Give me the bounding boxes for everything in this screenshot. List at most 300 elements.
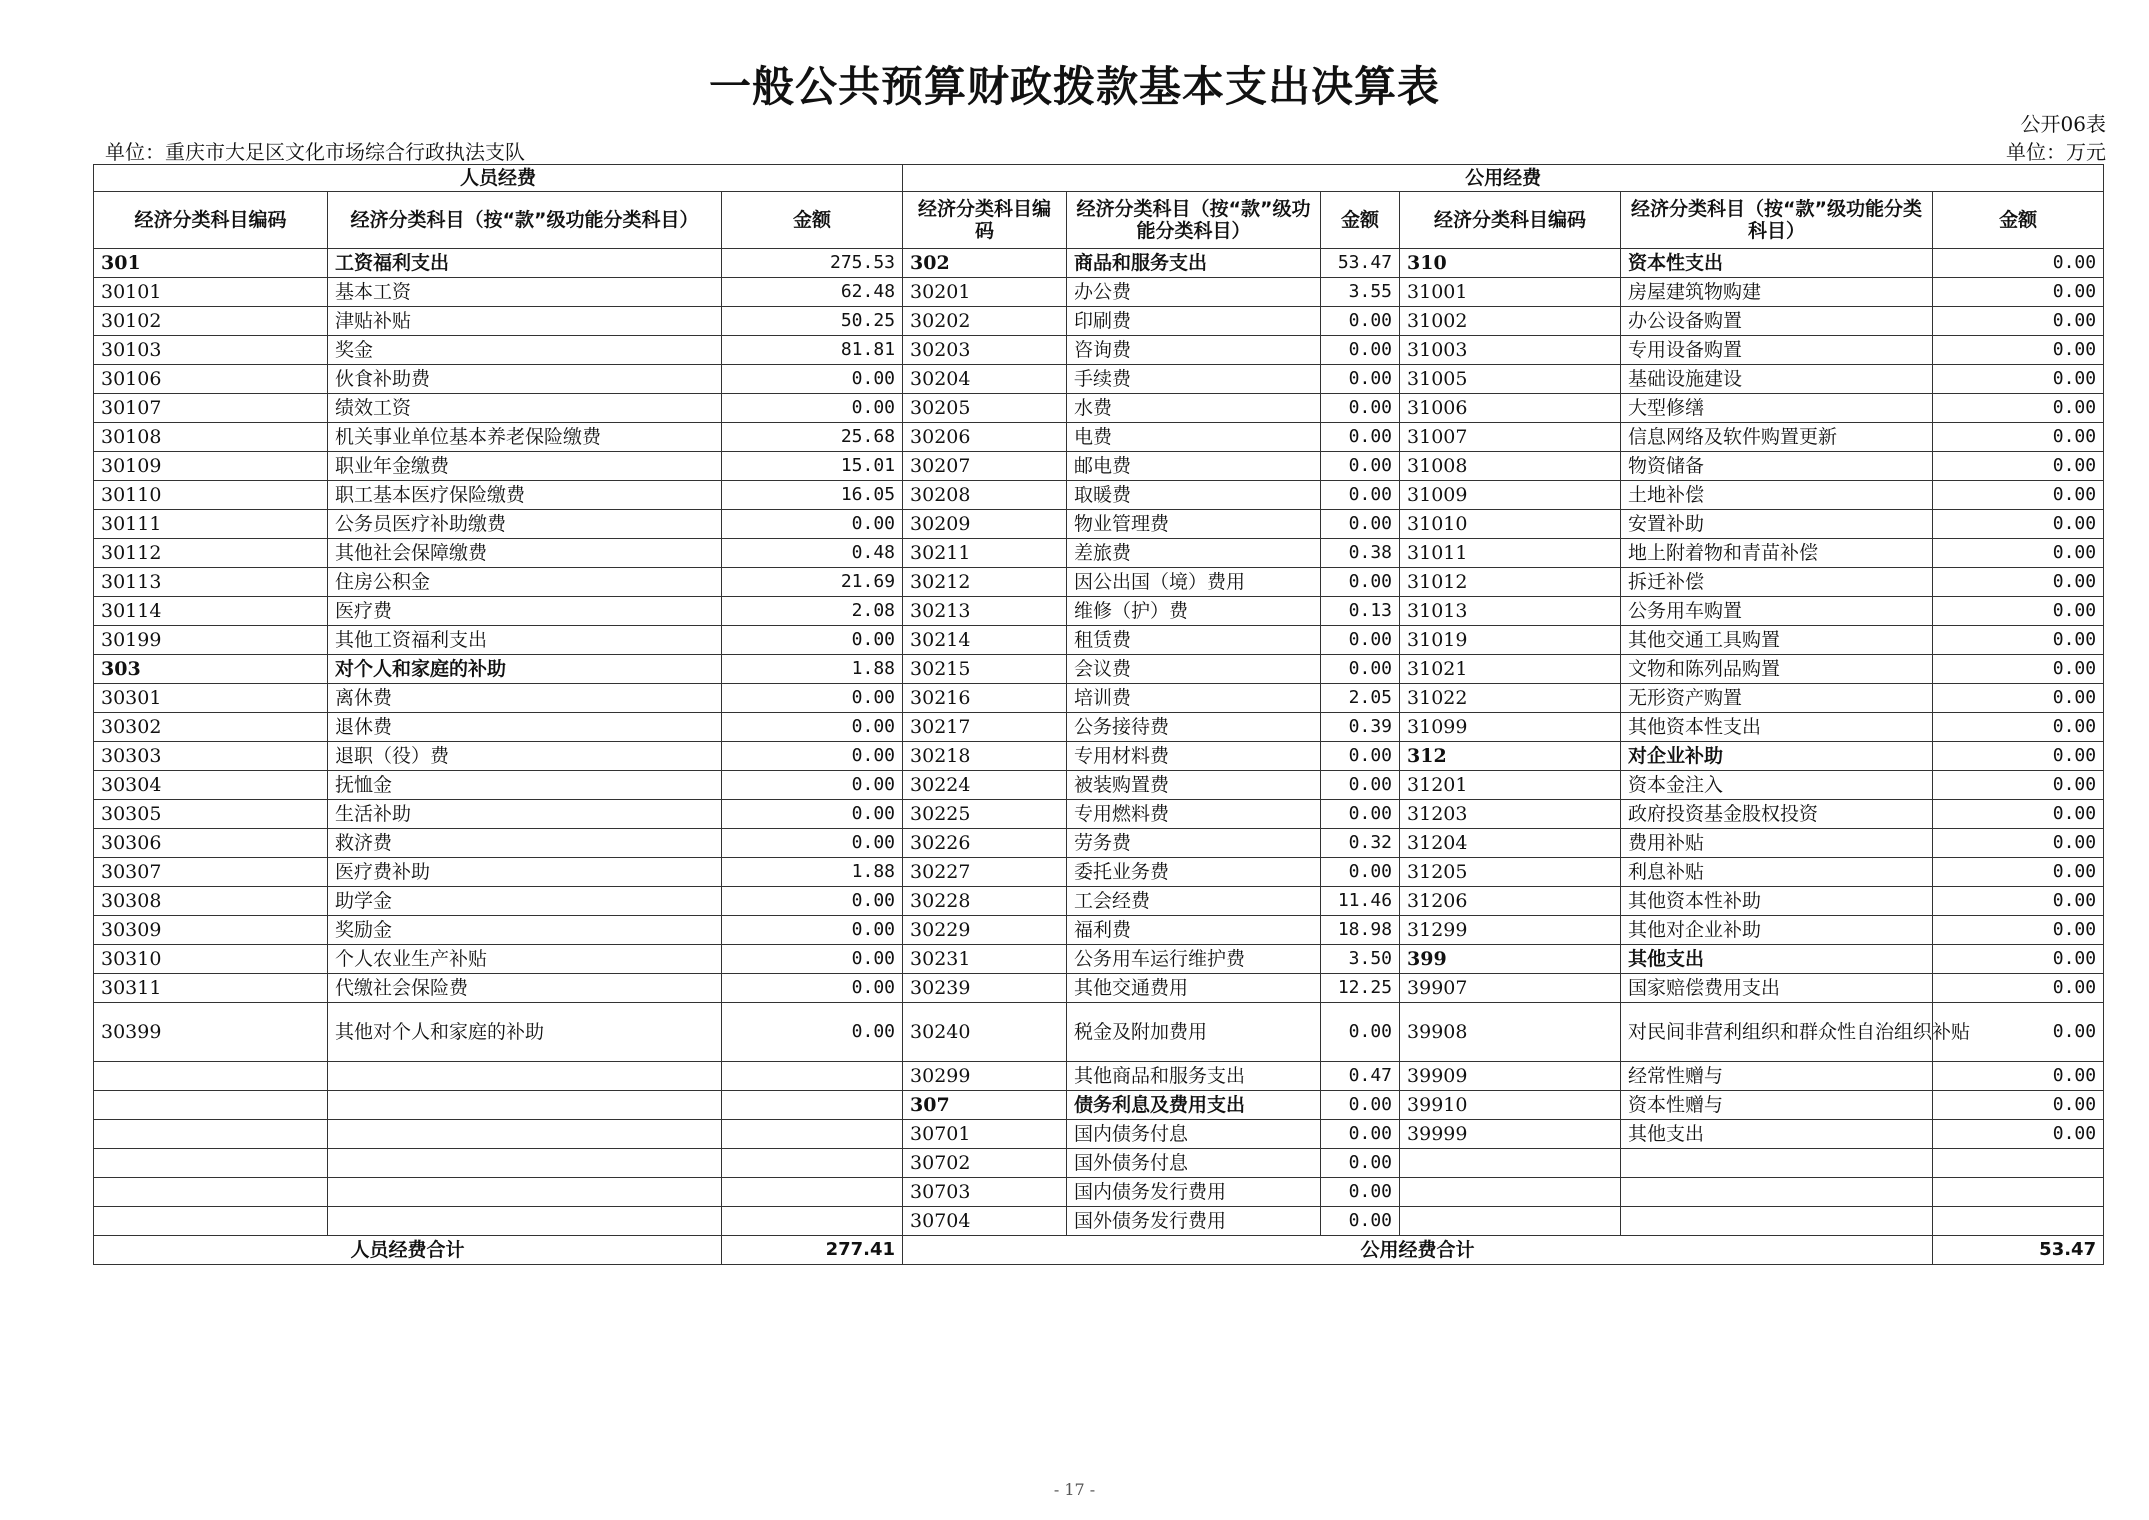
cell-name: 因公出国（境）费用 [1067, 568, 1321, 597]
table-row [94, 742, 2104, 771]
cell-name: 税金及附加费用 [1067, 1003, 1321, 1062]
cell-code: 39909 [1400, 1062, 1621, 1091]
cell-name: 劳务费 [1067, 829, 1321, 858]
table-row [94, 800, 2104, 829]
table-row [94, 249, 2104, 278]
cell-name: 公务用车购置 [1621, 597, 1933, 626]
cell-code: 30114 [94, 597, 328, 626]
cell-name: 基础设施建设 [1621, 365, 1933, 394]
personnel-total-value: 277.41 [722, 1236, 903, 1265]
table-row [94, 481, 2104, 510]
cell-amount: 0.00 [1933, 394, 2104, 423]
cell-code: 30213 [903, 597, 1067, 626]
cell-amount: 0.00 [1933, 568, 2104, 597]
cell-amount: 0.00 [1933, 278, 2104, 307]
cell-name: 商品和服务支出 [1067, 249, 1321, 278]
cell-name: 土地补偿 [1621, 481, 1933, 510]
cell-code: 30399 [94, 1003, 328, 1062]
cell-amount [722, 1149, 903, 1178]
cell-code: 30227 [903, 858, 1067, 887]
table-row [94, 945, 2104, 974]
cell-code: 30308 [94, 887, 328, 916]
cell-code: 31013 [1400, 597, 1621, 626]
cell-amount: 0.00 [1933, 1062, 2104, 1091]
cell-amount: 0.39 [1321, 713, 1400, 742]
table-row [94, 510, 2104, 539]
cell-amount: 0.00 [722, 1003, 903, 1062]
cell-code: 39999 [1400, 1120, 1621, 1149]
cell-name: 退休费 [328, 713, 722, 742]
cell-amount: 0.00 [1321, 1003, 1400, 1062]
cell-amount: 0.32 [1321, 829, 1400, 858]
cell-code: 31299 [1400, 916, 1621, 945]
cell-code: 31206 [1400, 887, 1621, 916]
cell-code: 30208 [903, 481, 1067, 510]
cell-amount [722, 1062, 903, 1091]
cell-name: 住房公积金 [328, 568, 722, 597]
cell-amount: 0.00 [1321, 452, 1400, 481]
cell-code: 31201 [1400, 771, 1621, 800]
cell-amount: 0.00 [1321, 1178, 1400, 1207]
cell-amount: 0.00 [722, 684, 903, 713]
table-row [94, 1062, 2104, 1091]
cell-code: 31008 [1400, 452, 1621, 481]
cell-code: 310 [1400, 249, 1621, 278]
cell-amount: 0.00 [1933, 307, 2104, 336]
table-row [94, 278, 2104, 307]
unit-line [105, 136, 2106, 164]
cell-name: 国外债务发行费用 [1067, 1207, 1321, 1236]
col-header-code: 经济分类科目编码 [94, 192, 328, 249]
table-row [94, 336, 2104, 365]
cell-name: 文物和陈列品购置 [1621, 655, 1933, 684]
cell-name: 房屋建筑物购建 [1621, 278, 1933, 307]
cell-amount: 1.88 [722, 655, 903, 684]
cell-code: 39908 [1400, 1003, 1621, 1062]
cell-amount: 0.00 [1933, 945, 2104, 974]
cell-name: 助学金 [328, 887, 722, 916]
group-personnel: 人员经费 [94, 165, 903, 192]
cell-amount: 0.13 [1321, 597, 1400, 626]
cell-amount [1933, 1207, 2104, 1236]
cell-name: 邮电费 [1067, 452, 1321, 481]
cell-name: 手续费 [1067, 365, 1321, 394]
cell-code: 30305 [94, 800, 328, 829]
cell-name: 政府投资基金股权投资 [1621, 800, 1933, 829]
cell-amount: 0.00 [1933, 655, 2104, 684]
cell-name [328, 1149, 722, 1178]
table-row [94, 1003, 2104, 1062]
cell-amount: 0.00 [722, 394, 903, 423]
cell-code [94, 1062, 328, 1091]
cell-name: 维修（护）费 [1067, 597, 1321, 626]
cell-amount [1933, 1149, 2104, 1178]
cell-amount [722, 1178, 903, 1207]
table-row [94, 829, 2104, 858]
table-row [94, 307, 2104, 336]
cell-code: 30209 [903, 510, 1067, 539]
cell-name: 其他资本性支出 [1621, 713, 1933, 742]
cell-code: 30231 [903, 945, 1067, 974]
page-title: 一般公共预算财政拨款基本支出决算表 [708, 62, 1440, 111]
cell-amount: 25.68 [722, 423, 903, 452]
cell-amount [722, 1207, 903, 1236]
cell-name: 奖励金 [328, 916, 722, 945]
cell-amount: 0.00 [1321, 800, 1400, 829]
cell-name: 其他对企业补助 [1621, 916, 1933, 945]
table-row [94, 394, 2104, 423]
cell-name: 差旅费 [1067, 539, 1321, 568]
cell-amount: 0.38 [1321, 539, 1400, 568]
cell-name: 咨询费 [1067, 336, 1321, 365]
cell-code: 30224 [903, 771, 1067, 800]
cell-code: 31010 [1400, 510, 1621, 539]
cell-name: 国内债务付息 [1067, 1120, 1321, 1149]
table-row [94, 626, 2104, 655]
cell-name: 信息网络及软件购置更新 [1621, 423, 1933, 452]
table-row [94, 1149, 2104, 1178]
cell-amount: 0.00 [1933, 423, 2104, 452]
cell-amount: 0.00 [722, 742, 903, 771]
group-public: 公用经费 [903, 165, 2104, 192]
cell-amount: 3.55 [1321, 278, 1400, 307]
cell-name: 资本金注入 [1621, 771, 1933, 800]
cell-amount: 0.00 [1933, 597, 2104, 626]
cell-amount: 0.00 [1933, 452, 2104, 481]
table-row [94, 452, 2104, 481]
cell-name: 费用补贴 [1621, 829, 1933, 858]
cell-code: 30103 [94, 336, 328, 365]
cell-amount: 0.00 [1321, 568, 1400, 597]
cell-code: 30106 [94, 365, 328, 394]
cell-code: 39907 [1400, 974, 1621, 1003]
cell-code [1400, 1149, 1621, 1178]
cell-code: 31011 [1400, 539, 1621, 568]
cell-amount: 0.00 [1321, 394, 1400, 423]
cell-name: 个人农业生产补贴 [328, 945, 722, 974]
cell-amount: 62.48 [722, 278, 903, 307]
cell-name [1621, 1178, 1933, 1207]
group-header-row [94, 165, 2104, 192]
cell-amount: 0.00 [722, 887, 903, 916]
cell-code: 30205 [903, 394, 1067, 423]
cell-amount: 0.00 [1321, 307, 1400, 336]
cell-amount: 0.00 [1933, 336, 2104, 365]
cell-code: 30225 [903, 800, 1067, 829]
table-row [94, 974, 2104, 1003]
cell-amount: 0.00 [1933, 800, 2104, 829]
form-number: 公开06表 [2020, 112, 2106, 136]
col-header-name: 经济分类科目（按“款”级功能分类科目） [1067, 192, 1321, 249]
cell-name: 公务员医疗补助缴费 [328, 510, 722, 539]
cell-code: 30306 [94, 829, 328, 858]
cell-name: 津贴补贴 [328, 307, 722, 336]
cell-amount: 0.00 [1933, 249, 2104, 278]
cell-amount [722, 1120, 903, 1149]
cell-name: 物资储备 [1621, 452, 1933, 481]
col-header-name: 经济分类科目（按“款”级功能分类科目） [328, 192, 722, 249]
cell-code: 30311 [94, 974, 328, 1003]
public-total-value: 53.47 [1933, 1236, 2104, 1265]
cell-name: 医疗费补助 [328, 858, 722, 887]
cell-amount: 0.00 [1933, 1091, 2104, 1120]
table-row [94, 1091, 2104, 1120]
cell-code: 30110 [94, 481, 328, 510]
cell-name: 无形资产购置 [1621, 684, 1933, 713]
cell-name: 对企业补助 [1621, 742, 1933, 771]
col-header-amount: 金额 [722, 192, 903, 249]
cell-name: 国内债务发行费用 [1067, 1178, 1321, 1207]
cell-code: 30101 [94, 278, 328, 307]
cell-code: 30229 [903, 916, 1067, 945]
cell-code: 30112 [94, 539, 328, 568]
cell-amount: 0.00 [722, 916, 903, 945]
table-row [94, 713, 2104, 742]
cell-name: 其他交通工具购置 [1621, 626, 1933, 655]
cell-name [1621, 1207, 1933, 1236]
col-header-amount: 金额 [1321, 192, 1400, 249]
cell-code: 31006 [1400, 394, 1621, 423]
cell-code: 30301 [94, 684, 328, 713]
cell-code: 30207 [903, 452, 1067, 481]
cell-name: 大型修缮 [1621, 394, 1933, 423]
cell-amount: 0.00 [1933, 713, 2104, 742]
cell-code: 31005 [1400, 365, 1621, 394]
cell-code: 399 [1400, 945, 1621, 974]
cell-name: 国家赔偿费用支出 [1621, 974, 1933, 1003]
cell-amount: 0.00 [1933, 1120, 2104, 1149]
cell-code: 301 [94, 249, 328, 278]
table-row [94, 655, 2104, 684]
cell-amount: 0.00 [1321, 1120, 1400, 1149]
table-row [94, 1178, 2104, 1207]
cell-code [94, 1091, 328, 1120]
cell-code: 30218 [903, 742, 1067, 771]
cell-code: 307 [903, 1091, 1067, 1120]
table-row [94, 771, 2104, 800]
reporting-unit: 单位：重庆市大足区文化市场综合行政执法支队 [105, 140, 525, 164]
cell-code: 30299 [903, 1062, 1067, 1091]
cell-code: 30226 [903, 829, 1067, 858]
cell-name [1621, 1149, 1933, 1178]
personnel-total-label: 人员经费合计 [94, 1236, 722, 1265]
cell-code: 31009 [1400, 481, 1621, 510]
table-row [94, 1207, 2104, 1236]
cell-code: 31002 [1400, 307, 1621, 336]
cell-code: 30240 [903, 1003, 1067, 1062]
table-row [94, 597, 2104, 626]
cell-name: 办公费 [1067, 278, 1321, 307]
cell-amount: 0.00 [1321, 510, 1400, 539]
cell-code: 31203 [1400, 800, 1621, 829]
cell-name: 绩效工资 [328, 394, 722, 423]
cell-name: 经常性赠与 [1621, 1062, 1933, 1091]
cell-code: 30214 [903, 626, 1067, 655]
cell-code: 30204 [903, 365, 1067, 394]
cell-amount: 0.00 [1933, 916, 2104, 945]
cell-amount: 81.81 [722, 336, 903, 365]
cell-code: 30302 [94, 713, 328, 742]
cell-amount: 0.00 [722, 713, 903, 742]
cell-code: 30108 [94, 423, 328, 452]
cell-amount: 0.00 [722, 771, 903, 800]
cell-amount: 0.00 [1933, 510, 2104, 539]
table-row [94, 858, 2104, 887]
cell-name: 伙食补助费 [328, 365, 722, 394]
cell-name: 公务用车运行维护费 [1067, 945, 1321, 974]
cell-code: 302 [903, 249, 1067, 278]
public-total-label: 公用经费合计 [903, 1236, 1933, 1265]
cell-name: 物业管理费 [1067, 510, 1321, 539]
cell-amount: 11.46 [1321, 887, 1400, 916]
cell-name: 委托业务费 [1067, 858, 1321, 887]
cell-name: 印刷费 [1067, 307, 1321, 336]
cell-name: 退职（役）费 [328, 742, 722, 771]
cell-name: 其他资本性补助 [1621, 887, 1933, 916]
cell-code: 31099 [1400, 713, 1621, 742]
col-header-code: 经济分类科目编码 [903, 192, 1067, 249]
cell-code: 30206 [903, 423, 1067, 452]
cell-code: 30704 [903, 1207, 1067, 1236]
cell-amount: 21.69 [722, 568, 903, 597]
cell-name: 工会经费 [1067, 887, 1321, 916]
cell-name: 专用燃料费 [1067, 800, 1321, 829]
cell-amount: 0.00 [722, 974, 903, 1003]
cell-name: 离休费 [328, 684, 722, 713]
cell-amount: 2.05 [1321, 684, 1400, 713]
cell-code: 30307 [94, 858, 328, 887]
cell-code: 31204 [1400, 829, 1621, 858]
cell-code: 31019 [1400, 626, 1621, 655]
cell-name: 抚恤金 [328, 771, 722, 800]
cell-code: 312 [1400, 742, 1621, 771]
cell-code: 31007 [1400, 423, 1621, 452]
cell-amount: 0.00 [1933, 481, 2104, 510]
table-row [94, 887, 2104, 916]
cell-code: 30702 [903, 1149, 1067, 1178]
cell-name: 国外债务付息 [1067, 1149, 1321, 1178]
cell-name: 医疗费 [328, 597, 722, 626]
cell-amount: 0.47 [1321, 1062, 1400, 1091]
cell-name: 公务接待费 [1067, 713, 1321, 742]
cell-amount: 0.00 [1321, 336, 1400, 365]
cell-code: 30304 [94, 771, 328, 800]
cell-code [94, 1149, 328, 1178]
cell-name: 资本性赠与 [1621, 1091, 1933, 1120]
cell-name: 电费 [1067, 423, 1321, 452]
cell-code [94, 1207, 328, 1236]
cell-amount: 0.00 [1321, 1207, 1400, 1236]
cell-amount: 0.00 [722, 829, 903, 858]
cell-name: 租赁费 [1067, 626, 1321, 655]
cell-name: 安置补助 [1621, 510, 1933, 539]
cell-code: 30109 [94, 452, 328, 481]
cell-amount: 0.00 [722, 945, 903, 974]
cell-amount: 0.00 [1933, 829, 2104, 858]
expenditure-table [93, 164, 2104, 1265]
cell-amount: 50.25 [722, 307, 903, 336]
cell-amount: 0.00 [1321, 626, 1400, 655]
cell-name: 其他支出 [1621, 945, 1933, 974]
cell-code: 30107 [94, 394, 328, 423]
cell-name: 取暖费 [1067, 481, 1321, 510]
cell-name: 地上附着物和青苗补偿 [1621, 539, 1933, 568]
table-row [94, 423, 2104, 452]
cell-name: 培训费 [1067, 684, 1321, 713]
cell-amount: 18.98 [1321, 916, 1400, 945]
cell-name: 专用设备购置 [1621, 336, 1933, 365]
cell-amount: 0.00 [1933, 684, 2104, 713]
cell-name: 生活补助 [328, 800, 722, 829]
cell-name: 水费 [1067, 394, 1321, 423]
cell-code: 30309 [94, 916, 328, 945]
cell-code [1400, 1178, 1621, 1207]
totals-row [94, 1236, 2104, 1265]
cell-code: 31001 [1400, 278, 1621, 307]
cell-amount: 0.00 [1321, 858, 1400, 887]
cell-name: 会议费 [1067, 655, 1321, 684]
cell-name [328, 1062, 722, 1091]
cell-amount: 0.00 [722, 365, 903, 394]
cell-amount: 0.00 [1933, 365, 2104, 394]
cell-amount: 3.50 [1321, 945, 1400, 974]
cell-amount: 275.53 [722, 249, 903, 278]
cell-code [94, 1178, 328, 1207]
cell-amount: 2.08 [722, 597, 903, 626]
table-row [94, 365, 2104, 394]
cell-amount: 0.00 [1321, 771, 1400, 800]
cell-amount: 0.00 [1321, 655, 1400, 684]
currency-unit: 单位：万元 [2006, 140, 2106, 164]
cell-name: 其他支出 [1621, 1120, 1933, 1149]
cell-name: 工资福利支出 [328, 249, 722, 278]
cell-name [328, 1091, 722, 1120]
cell-amount: 16.05 [722, 481, 903, 510]
cell-name: 被装购置费 [1067, 771, 1321, 800]
cell-code: 30211 [903, 539, 1067, 568]
cell-amount: 0.00 [1933, 887, 2104, 916]
cell-name: 拆迁补偿 [1621, 568, 1933, 597]
col-header-name: 经济分类科目（按“款”级功能分类科目） [1621, 192, 1933, 249]
cell-code: 39910 [1400, 1091, 1621, 1120]
cell-name: 专用材料费 [1067, 742, 1321, 771]
table-row [94, 916, 2104, 945]
cell-code [1400, 1207, 1621, 1236]
cell-name: 职业年金缴费 [328, 452, 722, 481]
cell-code: 30703 [903, 1178, 1067, 1207]
cell-name: 其他社会保障缴费 [328, 539, 722, 568]
table-row [94, 568, 2104, 597]
cell-name: 职工基本医疗保险缴费 [328, 481, 722, 510]
cell-name [328, 1178, 722, 1207]
cell-code: 30102 [94, 307, 328, 336]
cell-code: 30228 [903, 887, 1067, 916]
cell-amount [722, 1091, 903, 1120]
cell-amount: 0.00 [1321, 742, 1400, 771]
cell-code: 30111 [94, 510, 328, 539]
cell-name: 其他交通费用 [1067, 974, 1321, 1003]
cell-code: 30199 [94, 626, 328, 655]
cell-name: 对个人和家庭的补助 [328, 655, 722, 684]
cell-name: 办公设备购置 [1621, 307, 1933, 336]
cell-name: 其他工资福利支出 [328, 626, 722, 655]
cell-amount: 0.00 [1321, 1149, 1400, 1178]
cell-amount [1933, 1178, 2104, 1207]
cell-code: 30215 [903, 655, 1067, 684]
cell-name: 其他商品和服务支出 [1067, 1062, 1321, 1091]
cell-code: 31021 [1400, 655, 1621, 684]
cell-code: 31022 [1400, 684, 1621, 713]
